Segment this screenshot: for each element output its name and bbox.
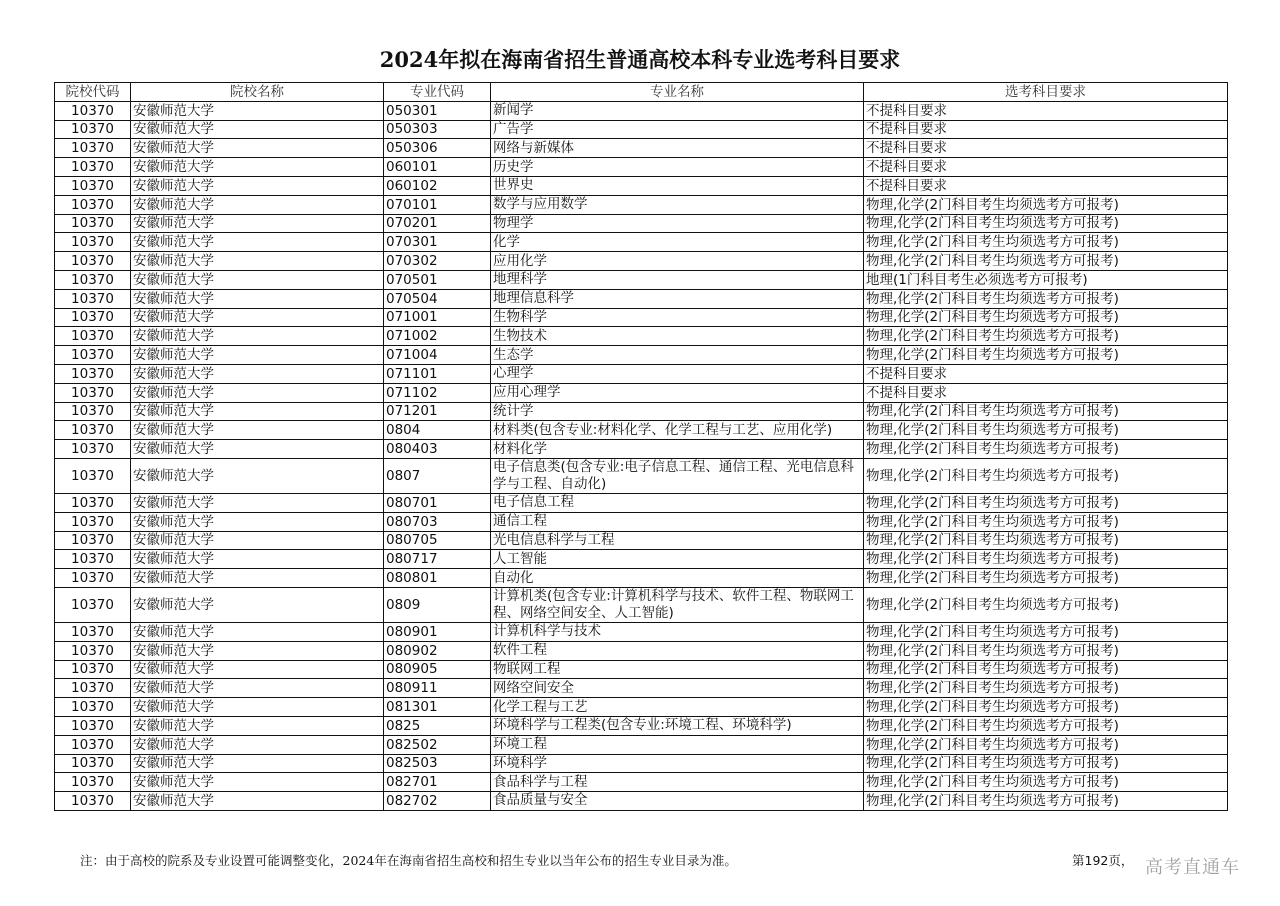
major-code-cell: 0809: [384, 587, 491, 622]
subject-requirement-cell: 物理,化学(2门科目考生均须选考方可报考): [864, 346, 1228, 365]
major-name-cell: 地理科学: [491, 270, 864, 289]
table-row: [55, 402, 1228, 421]
major-code-cell: 050303: [384, 120, 491, 139]
table-row: [55, 512, 1228, 531]
major-code-cell: 050306: [384, 139, 491, 158]
school-name-cell: 安徽师范大学: [131, 139, 384, 158]
major-code-cell: 0825: [384, 716, 491, 735]
school-code-cell: 10370: [55, 493, 131, 512]
table-row: [55, 698, 1228, 717]
school-name-cell: 安徽师范大学: [131, 698, 384, 717]
major-code-cell: 082502: [384, 735, 491, 754]
school-name-cell: 安徽师范大学: [131, 550, 384, 569]
school-code-cell: 10370: [55, 773, 131, 792]
subject-requirement-cell: 物理,化学(2门科目考生均须选考方可报考): [864, 754, 1228, 773]
school-name-cell: 安徽师范大学: [131, 421, 384, 440]
major-code-cell: 080801: [384, 569, 491, 588]
school-name-cell: 安徽师范大学: [131, 679, 384, 698]
school-code-cell: 10370: [55, 512, 131, 531]
subject-requirement-cell: 物理,化学(2门科目考生均须选考方可报考): [864, 421, 1228, 440]
school-code-cell: 10370: [55, 364, 131, 383]
school-name-cell: 安徽师范大学: [131, 641, 384, 660]
school-code-cell: 10370: [55, 402, 131, 421]
header-school-code: 院校代码: [55, 83, 131, 102]
school-code-cell: 10370: [55, 383, 131, 402]
subject-requirement-cell: 物理,化学(2门科目考生均须选考方可报考): [864, 735, 1228, 754]
major-name-cell: 化学工程与工艺: [491, 698, 864, 717]
table-row: [55, 587, 1228, 622]
footer-note: 注：由于高校的院系及专业设置可能调整变化，2024年在海南省招生高校和招生专业以当年公布的招生专业目录为准。: [80, 853, 737, 868]
school-code-cell: 10370: [55, 679, 131, 698]
table-row: [55, 101, 1228, 120]
school-code-cell: 10370: [55, 440, 131, 459]
major-name-cell: 生态学: [491, 346, 864, 365]
major-name-cell: 环境科学: [491, 754, 864, 773]
subject-requirement-cell: 物理,化学(2门科目考生均须选考方可报考): [864, 698, 1228, 717]
major-name-cell: 软件工程: [491, 641, 864, 660]
header-subject-requirement: 选考科目要求: [864, 83, 1228, 102]
table-row: [55, 440, 1228, 459]
major-code-cell: 080905: [384, 660, 491, 679]
major-name-cell: 网络与新媒体: [491, 139, 864, 158]
major-name-cell: 计算机科学与技术: [491, 622, 864, 641]
major-code-cell: 070201: [384, 214, 491, 233]
major-name-cell: 生物技术: [491, 327, 864, 346]
school-name-cell: 安徽师范大学: [131, 660, 384, 679]
major-code-cell: 080705: [384, 531, 491, 550]
subject-requirement-cell: 物理,化学(2门科目考生均须选考方可报考): [864, 641, 1228, 660]
major-code-cell: 070504: [384, 289, 491, 308]
school-code-cell: 10370: [55, 176, 131, 195]
subject-requirement-cell: 物理,化学(2门科目考生均须选考方可报考): [864, 440, 1228, 459]
table-row: [55, 641, 1228, 660]
subject-requirement-cell: 物理,化学(2门科目考生均须选考方可报考): [864, 716, 1228, 735]
school-name-cell: 安徽师范大学: [131, 233, 384, 252]
table-row: [55, 792, 1228, 811]
table-body: [55, 101, 1228, 810]
major-code-cell: 070101: [384, 195, 491, 214]
school-code-cell: 10370: [55, 120, 131, 139]
school-name-cell: 安徽师范大学: [131, 270, 384, 289]
school-name-cell: 安徽师范大学: [131, 754, 384, 773]
page-title: 2024年拟在海南省招生普通高校本科专业选考科目要求: [379, 47, 901, 72]
major-name-cell: 统计学: [491, 402, 864, 421]
major-code-cell: 070501: [384, 270, 491, 289]
subject-requirement-cell: 物理,化学(2门科目考生均须选考方可报考): [864, 214, 1228, 233]
school-code-cell: 10370: [55, 252, 131, 271]
school-code-cell: 10370: [55, 754, 131, 773]
subject-requirement-cell: 物理,化学(2门科目考生均须选考方可报考): [864, 493, 1228, 512]
major-code-cell: 071102: [384, 383, 491, 402]
major-name-cell: 应用心理学: [491, 383, 864, 402]
school-code-cell: 10370: [55, 458, 131, 493]
subject-requirement-cell: 物理,化学(2门科目考生均须选考方可报考): [864, 289, 1228, 308]
table-row: [55, 233, 1228, 252]
subject-requirement-cell: 不提科目要求: [864, 101, 1228, 120]
table-row: [55, 327, 1228, 346]
school-code-cell: 10370: [55, 569, 131, 588]
major-name-cell: 环境科学与工程类(包含专业:环境工程、环境科学): [491, 716, 864, 735]
subject-requirement-cell: 物理,化学(2门科目考生均须选考方可报考): [864, 622, 1228, 641]
table-row: [55, 346, 1228, 365]
table-row: [55, 754, 1228, 773]
major-name-cell: 广告学: [491, 120, 864, 139]
school-code-cell: 10370: [55, 101, 131, 120]
major-name-cell: 物联网工程: [491, 660, 864, 679]
school-code-cell: 10370: [55, 233, 131, 252]
major-name-cell: 地理信息科学: [491, 289, 864, 308]
subject-requirement-cell: 物理,化学(2门科目考生均须选考方可报考): [864, 660, 1228, 679]
major-name-cell: 食品科学与工程: [491, 773, 864, 792]
subject-requirement-cell: 物理,化学(2门科目考生均须选考方可报考): [864, 195, 1228, 214]
major-name-cell: 生物科学: [491, 308, 864, 327]
major-code-cell: 0804: [384, 421, 491, 440]
school-code-cell: 10370: [55, 641, 131, 660]
major-name-cell: 自动化: [491, 569, 864, 588]
major-code-cell: 080703: [384, 512, 491, 531]
major-name-cell: 电子信息类(包含专业:电子信息工程、通信工程、光电信息科学与工程、自动化): [491, 458, 864, 493]
major-code-cell: 080911: [384, 679, 491, 698]
table-row: [55, 289, 1228, 308]
table-row: [55, 679, 1228, 698]
table-row: [55, 308, 1228, 327]
school-code-cell: 10370: [55, 289, 131, 308]
subject-requirement-cell: 物理,化学(2门科目考生均须选考方可报考): [864, 569, 1228, 588]
major-code-cell: 081301: [384, 698, 491, 717]
major-code-cell: 080901: [384, 622, 491, 641]
major-code-cell: 071004: [384, 346, 491, 365]
school-name-cell: 安徽师范大学: [131, 512, 384, 531]
table-row: [55, 458, 1228, 493]
school-name-cell: 安徽师范大学: [131, 289, 384, 308]
watermark: 高考直通车: [1145, 857, 1240, 878]
school-name-cell: 安徽师范大学: [131, 458, 384, 493]
subject-requirement-cell: 不提科目要求: [864, 139, 1228, 158]
major-name-cell: 历史学: [491, 158, 864, 177]
school-name-cell: 安徽师范大学: [131, 587, 384, 622]
major-code-cell: 050301: [384, 101, 491, 120]
major-code-cell: 080902: [384, 641, 491, 660]
subject-requirement-cell: 物理,化学(2门科目考生均须选考方可报考): [864, 233, 1228, 252]
table-row: [55, 120, 1228, 139]
school-code-cell: 10370: [55, 698, 131, 717]
table-header-row: [55, 83, 1228, 102]
major-name-cell: 材料化学: [491, 440, 864, 459]
table-row: [55, 383, 1228, 402]
school-name-cell: 安徽师范大学: [131, 176, 384, 195]
school-code-cell: 10370: [55, 308, 131, 327]
major-name-cell: 食品质量与安全: [491, 792, 864, 811]
subject-requirement-cell: 物理,化学(2门科目考生均须选考方可报考): [864, 252, 1228, 271]
subject-requirement-cell: 物理,化学(2门科目考生均须选考方可报考): [864, 402, 1228, 421]
table-row: [55, 158, 1228, 177]
major-code-cell: 071101: [384, 364, 491, 383]
school-name-cell: 安徽师范大学: [131, 252, 384, 271]
major-code-cell: 0807: [384, 458, 491, 493]
major-code-cell: 082701: [384, 773, 491, 792]
school-name-cell: 安徽师范大学: [131, 101, 384, 120]
school-name-cell: 安徽师范大学: [131, 735, 384, 754]
table-row: [55, 364, 1228, 383]
school-name-cell: 安徽师范大学: [131, 214, 384, 233]
major-code-cell: 080403: [384, 440, 491, 459]
major-name-cell: 材料类(包含专业:材料化学、化学工程与工艺、应用化学): [491, 421, 864, 440]
major-name-cell: 光电信息科学与工程: [491, 531, 864, 550]
table-row: [55, 531, 1228, 550]
school-code-cell: 10370: [55, 550, 131, 569]
subject-requirement-cell: 不提科目要求: [864, 364, 1228, 383]
school-code-cell: 10370: [55, 327, 131, 346]
school-name-cell: 安徽师范大学: [131, 792, 384, 811]
major-name-cell: 物理学: [491, 214, 864, 233]
subject-requirement-cell: 物理,化学(2门科目考生均须选考方可报考): [864, 308, 1228, 327]
school-name-cell: 安徽师范大学: [131, 327, 384, 346]
table-row: [55, 493, 1228, 512]
subject-requirement-cell: 物理,化学(2门科目考生均须选考方可报考): [864, 458, 1228, 493]
major-code-cell: 080701: [384, 493, 491, 512]
major-name-cell: 应用化学: [491, 252, 864, 271]
table-row: [55, 252, 1228, 271]
school-code-cell: 10370: [55, 716, 131, 735]
school-code-cell: 10370: [55, 531, 131, 550]
major-name-cell: 心理学: [491, 364, 864, 383]
subject-requirement-cell: 物理,化学(2门科目考生均须选考方可报考): [864, 327, 1228, 346]
subject-requirement-cell: 物理,化学(2门科目考生均须选考方可报考): [864, 587, 1228, 622]
header-major-name: 专业名称: [491, 83, 864, 102]
subject-requirement-cell: 物理,化学(2门科目考生均须选考方可报考): [864, 512, 1228, 531]
school-name-cell: 安徽师范大学: [131, 440, 384, 459]
table-row: [55, 214, 1228, 233]
school-code-cell: 10370: [55, 421, 131, 440]
subject-requirement-cell: 不提科目要求: [864, 176, 1228, 195]
major-name-cell: 新闻学: [491, 101, 864, 120]
school-code-cell: 10370: [55, 158, 131, 177]
subject-requirement-cell: 物理,化学(2门科目考生均须选考方可报考): [864, 792, 1228, 811]
school-code-cell: 10370: [55, 346, 131, 365]
table-row: [55, 735, 1228, 754]
requirements-table: [54, 82, 1228, 811]
school-name-cell: 安徽师范大学: [131, 493, 384, 512]
page-number: 第192页，: [1072, 853, 1134, 868]
major-name-cell: 电子信息工程: [491, 493, 864, 512]
school-code-cell: 10370: [55, 270, 131, 289]
major-name-cell: 网络空间安全: [491, 679, 864, 698]
school-code-cell: 10370: [55, 139, 131, 158]
school-name-cell: 安徽师范大学: [131, 569, 384, 588]
major-code-cell: 071201: [384, 402, 491, 421]
major-name-cell: 化学: [491, 233, 864, 252]
major-code-cell: 071002: [384, 327, 491, 346]
major-name-cell: 通信工程: [491, 512, 864, 531]
subject-requirement-cell: 物理,化学(2门科目考生均须选考方可报考): [864, 773, 1228, 792]
school-name-cell: 安徽师范大学: [131, 402, 384, 421]
school-name-cell: 安徽师范大学: [131, 120, 384, 139]
subject-requirement-cell: 地理(1门科目考生必须选考方可报考): [864, 270, 1228, 289]
school-name-cell: 安徽师范大学: [131, 158, 384, 177]
table-row: [55, 773, 1228, 792]
subject-requirement-cell: 物理,化学(2门科目考生均须选考方可报考): [864, 679, 1228, 698]
school-code-cell: 10370: [55, 214, 131, 233]
school-name-cell: 安徽师范大学: [131, 364, 384, 383]
school-name-cell: 安徽师范大学: [131, 531, 384, 550]
school-code-cell: 10370: [55, 735, 131, 754]
major-code-cell: 070302: [384, 252, 491, 271]
school-name-cell: 安徽师范大学: [131, 383, 384, 402]
header-major-code: 专业代码: [384, 83, 491, 102]
major-code-cell: 060102: [384, 176, 491, 195]
school-name-cell: 安徽师范大学: [131, 195, 384, 214]
school-code-cell: 10370: [55, 792, 131, 811]
table-row: [55, 660, 1228, 679]
major-code-cell: 082702: [384, 792, 491, 811]
major-name-cell: 人工智能: [491, 550, 864, 569]
table-row: [55, 421, 1228, 440]
school-code-cell: 10370: [55, 195, 131, 214]
school-code-cell: 10370: [55, 622, 131, 641]
school-name-cell: 安徽师范大学: [131, 716, 384, 735]
table-row: [55, 550, 1228, 569]
subject-requirement-cell: 物理,化学(2门科目考生均须选考方可报考): [864, 531, 1228, 550]
table-row: [55, 716, 1228, 735]
table-row: [55, 176, 1228, 195]
major-code-cell: 082503: [384, 754, 491, 773]
table-row: [55, 569, 1228, 588]
major-name-cell: 计算机类(包含专业:计算机科学与技术、软件工程、物联网工程、网络空间安全、人工智能): [491, 587, 864, 622]
table-row: [55, 139, 1228, 158]
school-code-cell: 10370: [55, 587, 131, 622]
school-name-cell: 安徽师范大学: [131, 308, 384, 327]
table-row: [55, 195, 1228, 214]
major-code-cell: 070301: [384, 233, 491, 252]
subject-requirement-cell: 不提科目要求: [864, 120, 1228, 139]
major-code-cell: 080717: [384, 550, 491, 569]
subject-requirement-cell: 不提科目要求: [864, 158, 1228, 177]
major-name-cell: 环境工程: [491, 735, 864, 754]
subject-requirement-cell: 物理,化学(2门科目考生均须选考方可报考): [864, 550, 1228, 569]
subject-requirement-cell: 不提科目要求: [864, 383, 1228, 402]
school-name-cell: 安徽师范大学: [131, 773, 384, 792]
school-name-cell: 安徽师范大学: [131, 622, 384, 641]
major-code-cell: 071001: [384, 308, 491, 327]
major-name-cell: 数学与应用数学: [491, 195, 864, 214]
major-name-cell: 世界史: [491, 176, 864, 195]
school-name-cell: 安徽师范大学: [131, 346, 384, 365]
table-row: [55, 622, 1228, 641]
header-school-name: 院校名称: [131, 83, 384, 102]
school-code-cell: 10370: [55, 660, 131, 679]
table-row: [55, 270, 1228, 289]
major-code-cell: 060101: [384, 158, 491, 177]
